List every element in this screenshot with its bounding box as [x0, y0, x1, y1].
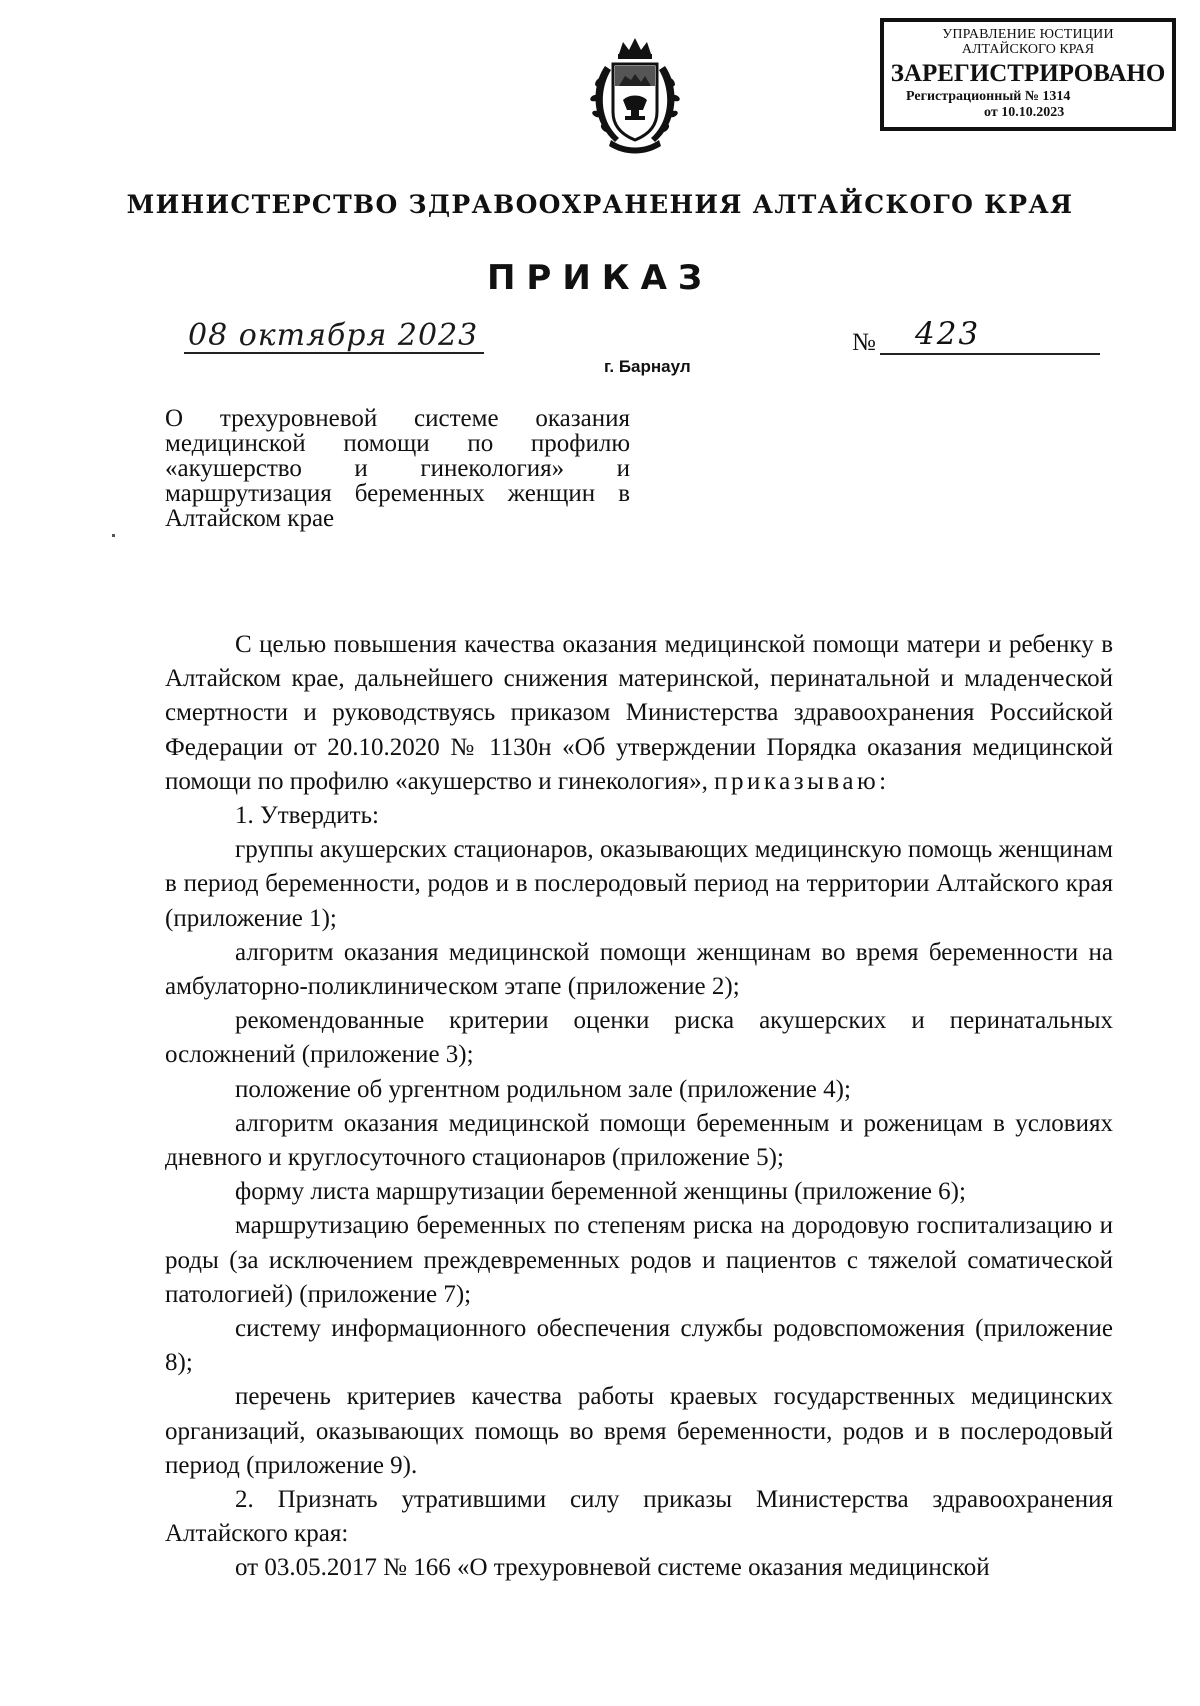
- body-intro-paragraph: [165, 628, 1113, 799]
- list-item-5: алгоритм оказания медицинской помощи беременным и роженицам в условиях дневного и круглосуточного стационаров (приложение 5);: [165, 1109, 1113, 1172]
- list-item-9: перечень критериев качества работы краевых государственных медицинских организаций, оказывающих помощь во время беременности, родов и в послеродовый период (приложение 9).: [165, 1383, 1113, 1479]
- order-subject: О трехуровневой системе оказания медицинской помощи по профилю «акушерство и гинекология» и маршрутизация беременных женщин в Алтайском крае: [165, 405, 630, 532]
- body-intro-order: приказываю:: [714, 767, 890, 795]
- scan-speck: [112, 534, 115, 537]
- order-body: [165, 628, 1113, 1586]
- document-type: ПРИКАЗ: [486, 258, 714, 298]
- item-2: 2. Признать утратившими силу приказы Министерства здравоохранения Алтайского края:: [165, 1486, 1113, 1548]
- list-item-4: положение об ургентном родильном зале (приложение 4);: [235, 1075, 851, 1103]
- number-underline: [880, 353, 1100, 355]
- stamp-reg-number: Регистрационный № 1314: [906, 89, 1071, 104]
- city: г. Барнаул: [604, 357, 691, 376]
- registration-stamp: [880, 18, 1176, 131]
- stamp-reg-date: от 10.10.2023: [984, 105, 1065, 120]
- coat-of-arms-emblem: [585, 36, 685, 158]
- list-item-2: алгоритм оказания медицинской помощи женщинам во время беременности на амбулаторно-поликлиническом этапе (приложение 2);: [165, 938, 1113, 1001]
- list-item-6: форму листа маршрутизации беременной женщины (приложение 6);: [235, 1178, 966, 1206]
- list-item-8: систему информационного обеспечения службы родовспоможения (приложение 8);: [165, 1315, 1113, 1377]
- order-number-handwritten: 423: [915, 316, 981, 352]
- stamp-org-line2: АЛТАЙСКОГО КРАЯ: [961, 42, 1095, 57]
- body-intro: С целью повышения качества оказания медицинской помощи матери и ребенку в Алтайском крае, дальнейшего снижения материнской, перинатальной и младенческой смертности и руководствуясь приказом Министерства здравоохранения Российской Федерации от 20.10.2020 № 1130н «Об утверждении Порядка оказания медицинской помощи по профилю «акушерство и гинекология»,: [165, 631, 1113, 795]
- item-2-first-entry: от 03.05.2017 № 166 «О трехуровневой системе оказания медицинской: [235, 1554, 990, 1582]
- list-item-1: группы акушерских стационаров, оказывающих медицинскую помощь женщинам в период беременности, родов и в послеродовый период на территории Алтайского края (приложение 1);: [165, 836, 1113, 932]
- item-1: 1. Утвердить:: [235, 802, 379, 830]
- date-underline: [184, 352, 484, 354]
- order-date-handwritten: 08 октября 2023: [188, 318, 479, 353]
- order-number-label: №: [852, 329, 876, 356]
- list-item-7: маршрутизацию беременных по степеням риска на дородовую госпитализацию и роды (за исключением преждевременных родов и пациентов с тяжелой соматической патологией) (приложение 7);: [165, 1212, 1113, 1308]
- stamp-title: ЗАРЕГИСТРИРОВАНО: [890, 60, 1166, 87]
- ministry-title: МИНИСТЕРСТВО ЗДРАВООХРАНЕНИЯ АЛТАЙСКОГО КРАЯ: [126, 190, 1074, 219]
- list-item-3: рекомендованные критерии оценки риска акушерских и перинатальных осложнений (приложение 3);: [165, 1007, 1113, 1069]
- stamp-org-line1: УПРАВЛЕНИЕ ЮСТИЦИИ: [942, 27, 1114, 42]
